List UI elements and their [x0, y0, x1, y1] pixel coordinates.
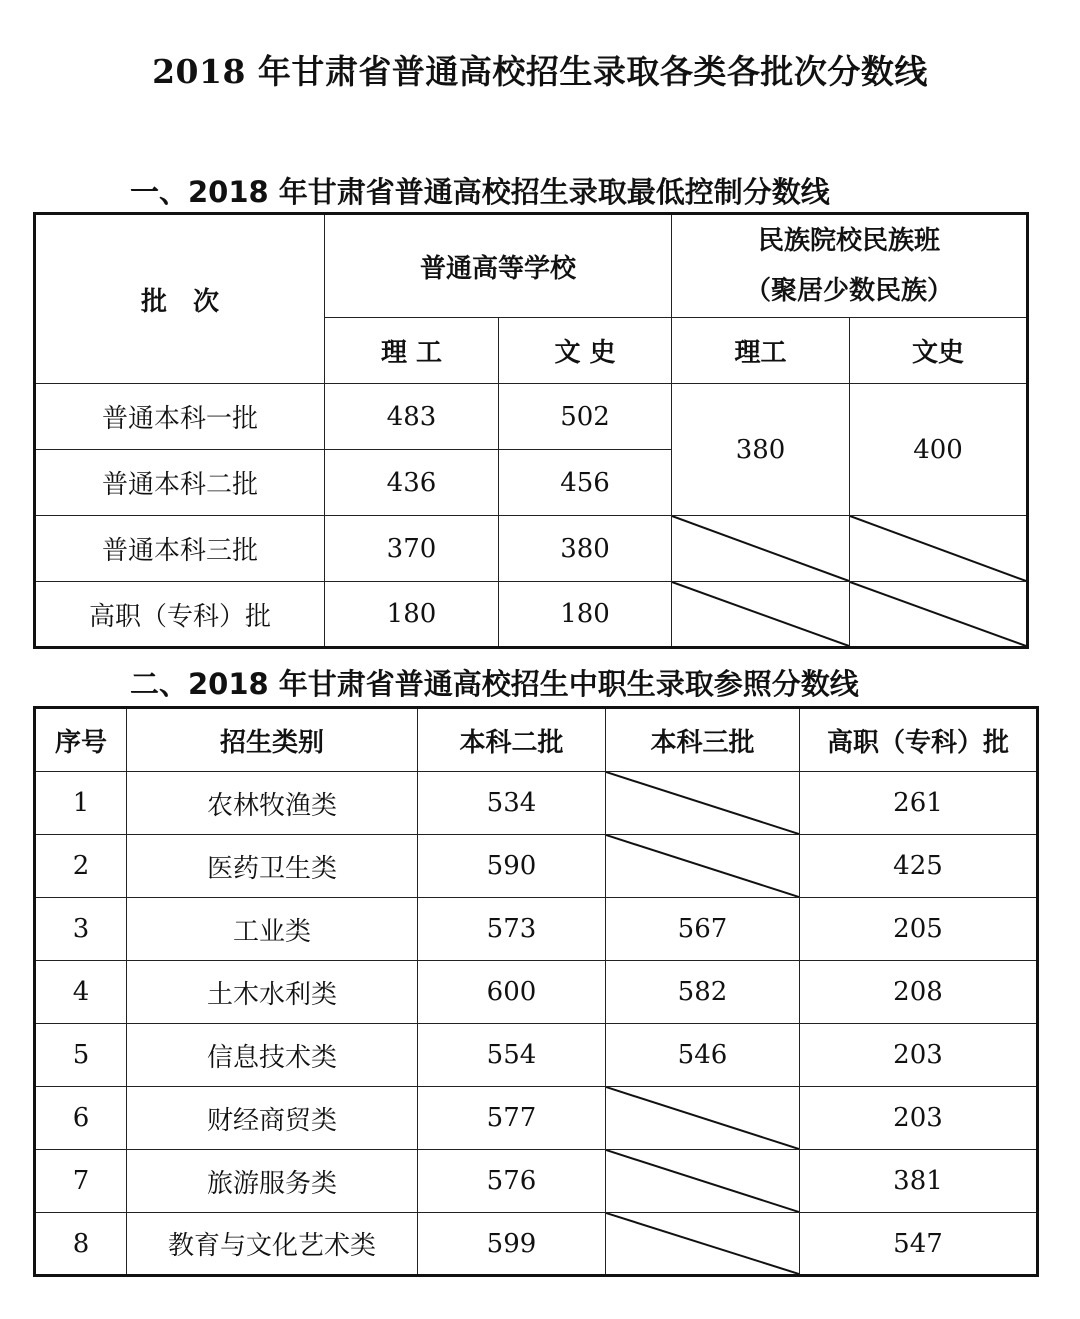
vocational-batch-score: 208 [800, 961, 1038, 1024]
category-name: 医药卫生类 [127, 835, 418, 898]
bachelor-batch3-score: 567 [606, 898, 800, 961]
batch-name: 普通本科三批 [35, 516, 325, 582]
bachelor-batch3-score: 546 [606, 1024, 800, 1087]
vocational-batch-score: 203 [800, 1087, 1038, 1150]
bachelor-batch2-score: 599 [418, 1213, 606, 1276]
table-row [35, 582, 1028, 648]
bachelor-batch3-score: 582 [606, 961, 800, 1024]
empty-cell-diagonal [672, 582, 850, 648]
bachelor-batch2-score: 554 [418, 1024, 606, 1087]
bachelor-batch2-score: 577 [418, 1087, 606, 1150]
minimum-score-table [33, 212, 1029, 649]
header-ethnic-line1: 民族院校民族班 [758, 226, 941, 256]
vocational-score-table [33, 706, 1039, 1277]
header-ethnic-line2: （聚居少数民族） [745, 276, 954, 306]
header-regular-science: 理 工 [325, 318, 499, 384]
row-number: 6 [35, 1087, 127, 1150]
row-number: 1 [35, 772, 127, 835]
header-number: 序号 [35, 708, 127, 772]
row-number: 8 [35, 1213, 127, 1276]
bachelor-batch2-score: 534 [418, 772, 606, 835]
empty-cell-diagonal [850, 582, 1028, 648]
science-score: 436 [325, 450, 499, 516]
category-name: 农林牧渔类 [127, 772, 418, 835]
arts-score: 380 [499, 516, 672, 582]
header-batch: 批 次 [35, 214, 325, 384]
empty-cell-diagonal [606, 835, 800, 898]
science-score: 180 [325, 582, 499, 648]
vocational-batch-score: 261 [800, 772, 1038, 835]
row-number: 3 [35, 898, 127, 961]
arts-score: 502 [499, 384, 672, 450]
category-name: 教育与文化艺术类 [127, 1213, 418, 1276]
category-name: 土木水利类 [127, 961, 418, 1024]
table-row [35, 898, 1038, 961]
header-vocational-batch: 高职（专科）批 [800, 708, 1038, 772]
empty-cell-diagonal [606, 772, 800, 835]
row-number: 7 [35, 1150, 127, 1213]
batch-name: 普通本科二批 [35, 450, 325, 516]
ethnic-science-score: 380 [672, 384, 850, 516]
table-row [35, 1024, 1038, 1087]
header-bachelor-batch3: 本科三批 [606, 708, 800, 772]
table-row [35, 1150, 1038, 1213]
empty-cell-diagonal [606, 1087, 800, 1150]
batch-name: 高职（专科）批 [35, 582, 325, 648]
table-row [35, 516, 1028, 582]
category-name: 财经商贸类 [127, 1087, 418, 1150]
header-regular-colleges: 普通高等学校 [325, 214, 672, 318]
vocational-batch-score: 425 [800, 835, 1038, 898]
science-score: 370 [325, 516, 499, 582]
bachelor-batch2-score: 573 [418, 898, 606, 961]
header-ethnic-arts: 文史 [850, 318, 1028, 384]
empty-cell-diagonal [606, 1213, 800, 1276]
table-row [35, 835, 1038, 898]
vocational-batch-score: 547 [800, 1213, 1038, 1276]
table-row [35, 1087, 1038, 1150]
vocational-batch-score: 205 [800, 898, 1038, 961]
ethnic-arts-score: 400 [850, 384, 1028, 516]
section2-title: 二、2018 年甘肃省普通高校招生中职生录取参照分数线 [130, 667, 859, 701]
arts-score: 456 [499, 450, 672, 516]
empty-cell-diagonal [672, 516, 850, 582]
bachelor-batch2-score: 590 [418, 835, 606, 898]
section1-title: 一、2018 年甘肃省普通高校招生录取最低控制分数线 [130, 175, 830, 209]
category-name: 旅游服务类 [127, 1150, 418, 1213]
empty-cell-diagonal [850, 516, 1028, 582]
arts-score: 180 [499, 582, 672, 648]
header-category: 招生类别 [127, 708, 418, 772]
row-number: 4 [35, 961, 127, 1024]
header-ethnic-science: 理工 [672, 318, 850, 384]
row-number: 5 [35, 1024, 127, 1087]
header-ethnic-classes [672, 214, 1028, 318]
science-score: 483 [325, 384, 499, 450]
vocational-batch-score: 203 [800, 1024, 1038, 1087]
table-row [35, 384, 1028, 450]
header-bachelor-batch2: 本科二批 [418, 708, 606, 772]
vocational-batch-score: 381 [800, 1150, 1038, 1213]
batch-name: 普通本科一批 [35, 384, 325, 450]
document-title: 2018 年甘肃省普通高校招生录取各类各批次分数线 [152, 52, 928, 91]
category-name: 信息技术类 [127, 1024, 418, 1087]
category-name: 工业类 [127, 898, 418, 961]
table-row [35, 772, 1038, 835]
table-row [35, 1213, 1038, 1276]
bachelor-batch2-score: 576 [418, 1150, 606, 1213]
row-number: 2 [35, 835, 127, 898]
header-regular-arts: 文 史 [499, 318, 672, 384]
empty-cell-diagonal [606, 1150, 800, 1213]
table-row [35, 961, 1038, 1024]
bachelor-batch2-score: 600 [418, 961, 606, 1024]
